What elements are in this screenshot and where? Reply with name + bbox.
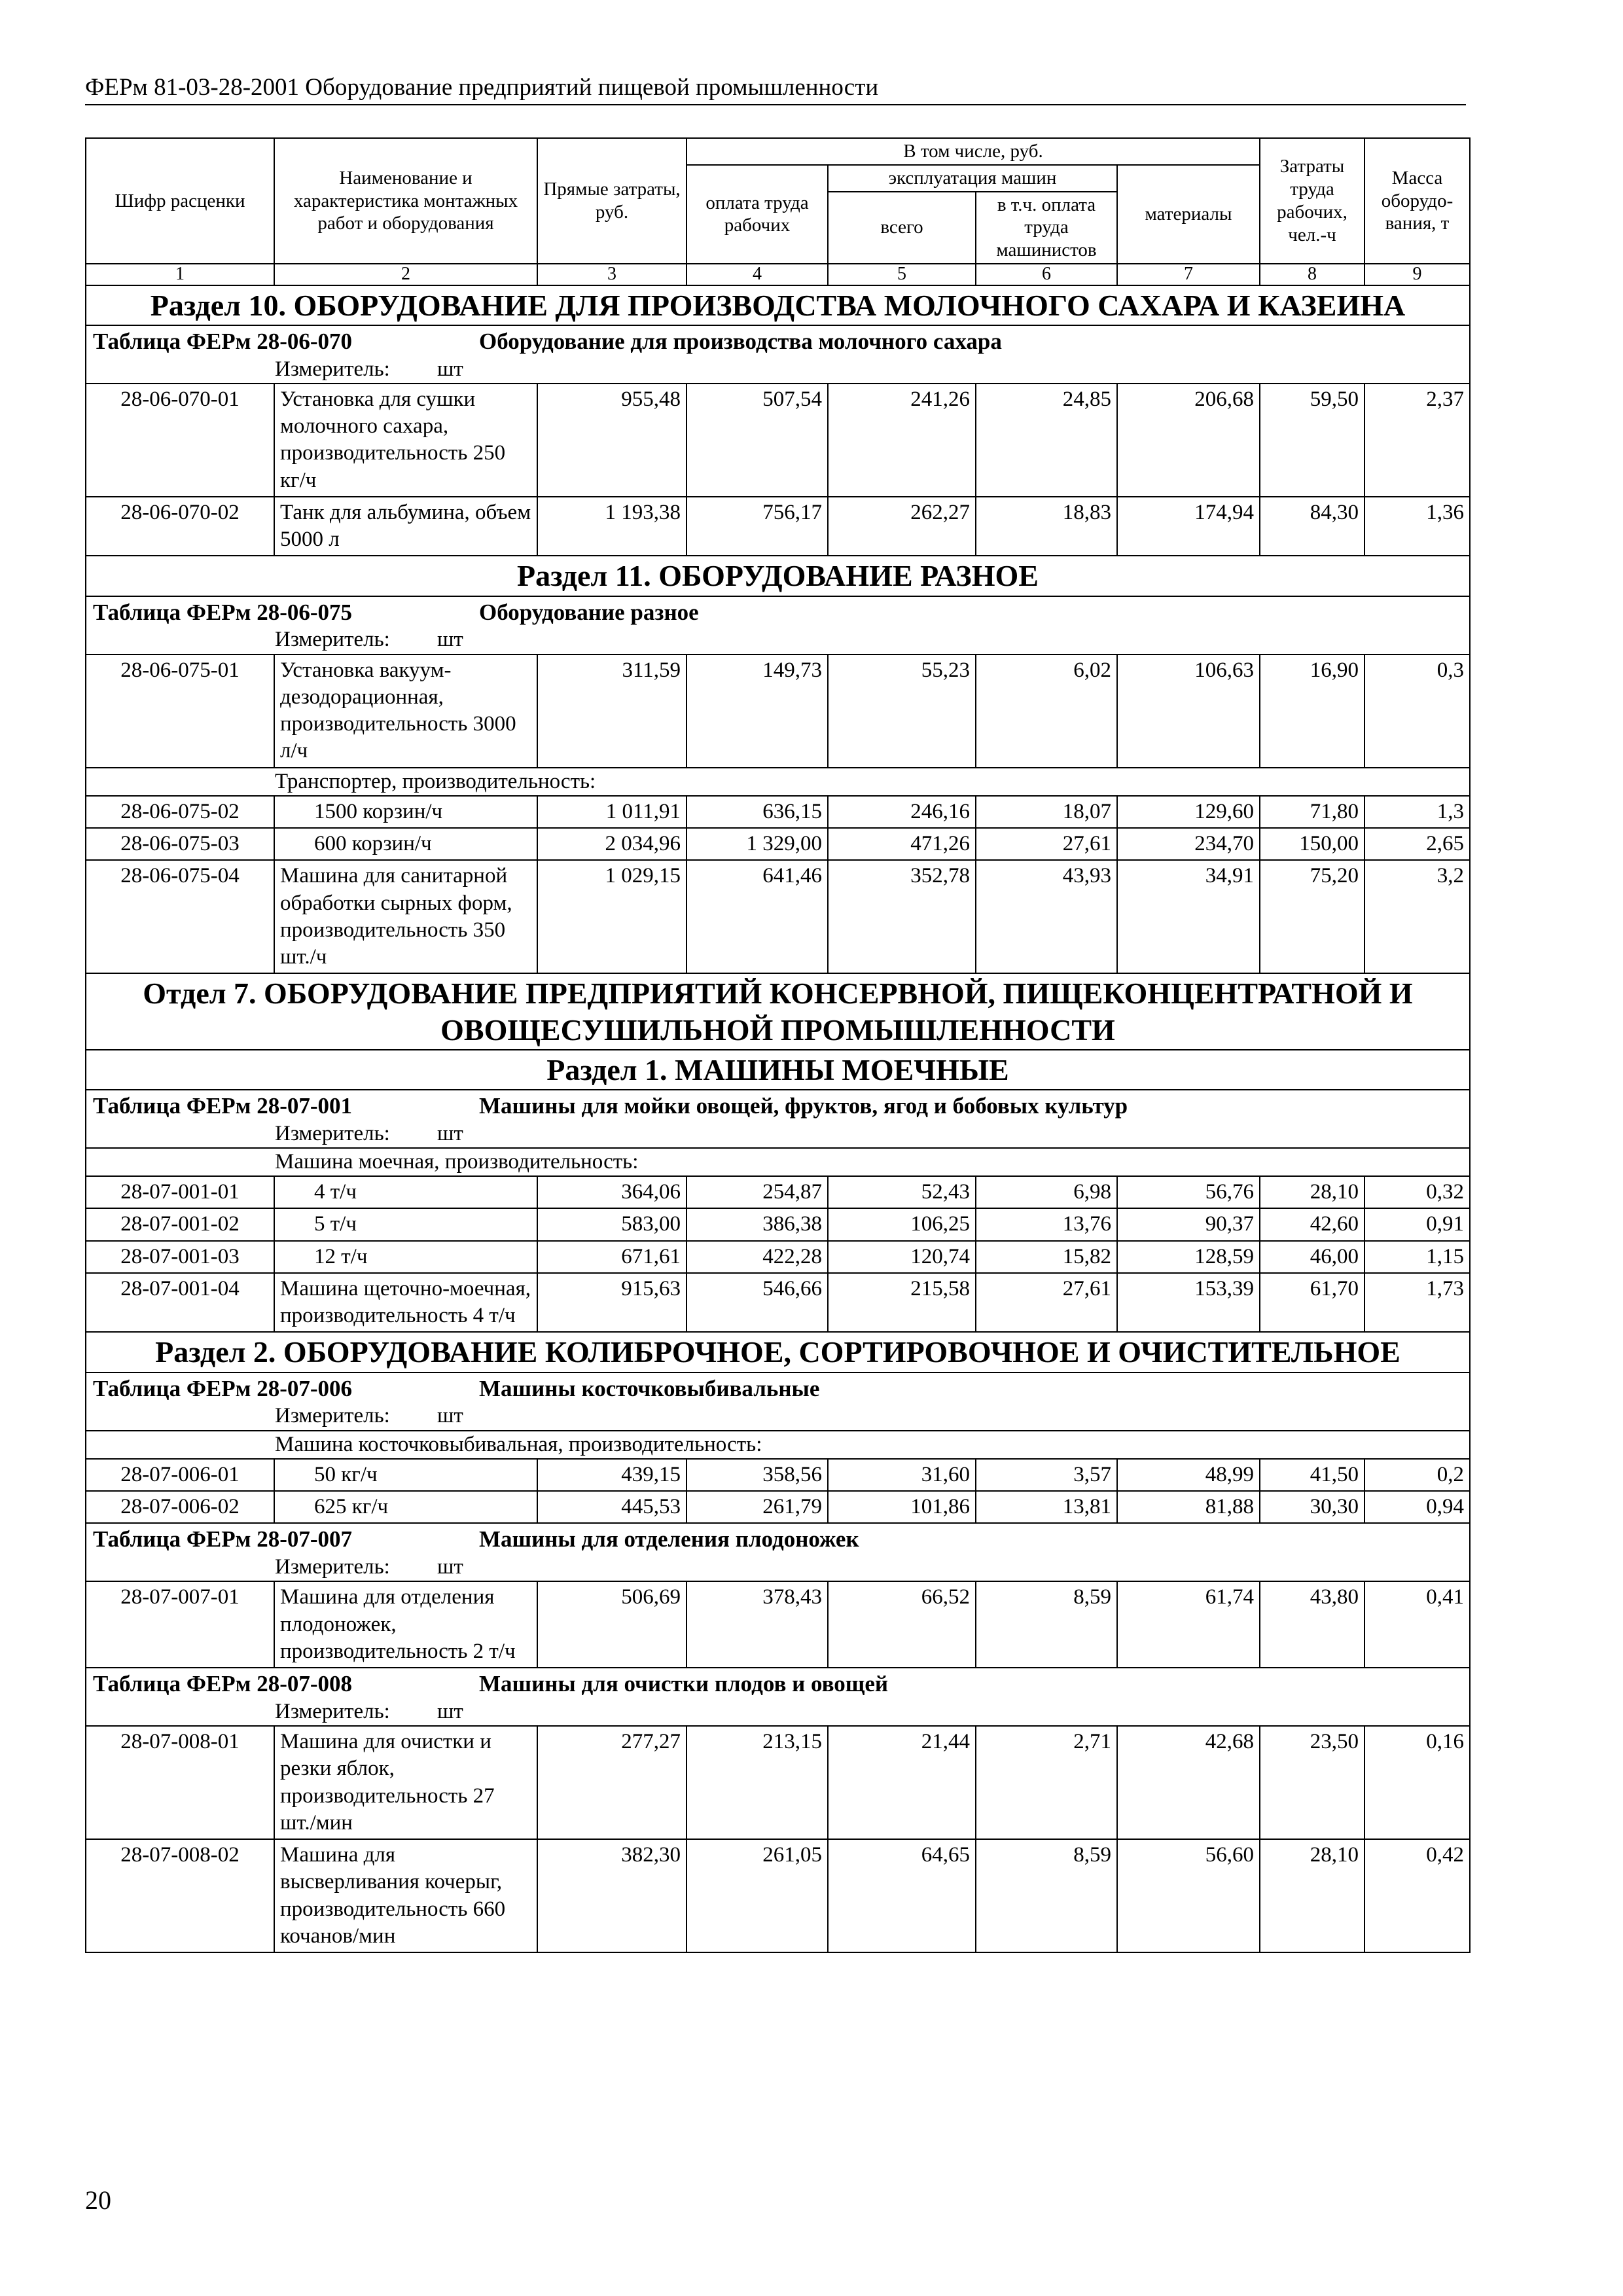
direct-costs-value: 277,27 [537, 1726, 687, 1839]
group-label: Машина косточковыбивальная, производительность: [86, 1431, 1470, 1459]
section-row [86, 285, 1470, 325]
table-title-row [86, 596, 1470, 627]
section-row [86, 556, 1470, 596]
rate-name: 600 корзин/ч [274, 828, 537, 860]
group-label: Транспортер, производительность: [86, 768, 1470, 796]
direct-costs-value: 439,15 [537, 1459, 687, 1491]
machines-total-value: 106,25 [828, 1208, 976, 1240]
table-row [86, 1726, 1470, 1839]
rate-code: 28-07-001-04 [86, 1273, 274, 1333]
table-title-cell [86, 1090, 1470, 1121]
machines-total-value: 352,78 [828, 860, 976, 973]
machines-total-value: 471,26 [828, 828, 976, 860]
operator-pay-value: 27,61 [976, 1273, 1117, 1333]
materials-value: 234,70 [1117, 828, 1260, 860]
labor-hours-value: 42,60 [1260, 1208, 1364, 1240]
table-code: Таблица ФЕРм 28-07-006 [93, 1375, 353, 1401]
table-title-row [86, 325, 1470, 356]
materials-value: 90,37 [1117, 1208, 1260, 1240]
table-body [86, 285, 1470, 1952]
operator-pay-value: 13,81 [976, 1491, 1117, 1523]
machines-total-value: 241,26 [828, 384, 976, 497]
materials-value: 174,94 [1117, 497, 1260, 556]
materials-value: 34,91 [1117, 860, 1260, 973]
unit-label: Измеритель: [275, 1699, 390, 1723]
col-header-direct-costs: Прямые затраты, руб. [537, 138, 687, 264]
table-row [86, 1581, 1470, 1668]
rate-name: Машина для отделения плодоножек, производительность 2 т/ч [274, 1581, 537, 1668]
table-code: Таблица ФЕРм 28-07-007 [93, 1526, 353, 1552]
direct-costs-value: 1 193,38 [537, 497, 687, 556]
unit-value: шт [437, 357, 463, 381]
table-title: Машины для отделения плодоножек [479, 1526, 859, 1552]
group-row [86, 1148, 1470, 1176]
worker-pay-value: 641,46 [687, 860, 828, 973]
materials-value: 206,68 [1117, 384, 1260, 497]
unit-value: шт [437, 1699, 463, 1723]
rate-code: 28-07-008-02 [86, 1839, 274, 1952]
col-num-6: 6 [976, 264, 1117, 285]
operator-pay-value: 43,93 [976, 860, 1117, 973]
materials-value: 128,59 [1117, 1241, 1260, 1273]
table-title-cell [86, 1668, 1470, 1698]
unit-value: шт [437, 1404, 463, 1428]
col-header-worker-pay: оплата труда рабочих [687, 165, 828, 264]
col-header-name: Наименование и характеристика монтажных работ и оборудования [274, 138, 537, 264]
table-code: Таблица ФЕРм 28-06-075 [93, 599, 353, 625]
table-title-cell [86, 1372, 1470, 1403]
section-title: Отдел 7. ОБОРУДОВАНИЕ ПРЕДПРИЯТИЙ КОНСЕРВНОЙ, ПИЩЕКОНЦЕНТРАТНОЙ И ОВОЩЕСУШИЛЬНОЙ ПРОМЫШЛЕННОСТИ [86, 973, 1470, 1049]
labor-hours-value: 28,10 [1260, 1839, 1364, 1952]
rate-name: Машина для высверливания кочерыг, производительность 660 кочанов/мин [274, 1839, 537, 1952]
mass-value: 1,36 [1364, 497, 1470, 556]
group-label: Машина моечная, производительность: [86, 1148, 1470, 1176]
labor-hours-value: 46,00 [1260, 1241, 1364, 1273]
rate-code: 28-06-075-04 [86, 860, 274, 973]
mass-value: 0,91 [1364, 1208, 1470, 1240]
direct-costs-value: 445,53 [537, 1491, 687, 1523]
rate-name: Машина щеточно-моечная, производительность 4 т/ч [274, 1273, 537, 1333]
worker-pay-value: 1 329,00 [687, 828, 828, 860]
rate-code: 28-07-007-01 [86, 1581, 274, 1668]
col-num-5: 5 [828, 264, 976, 285]
unit-cell [86, 1121, 1470, 1148]
col-num-9: 9 [1364, 264, 1470, 285]
machines-total-value: 52,43 [828, 1176, 976, 1208]
unit-label: Измеритель: [275, 357, 390, 381]
table-title: Машины для очистки плодов и овощей [479, 1671, 889, 1697]
col-num-3: 3 [537, 264, 687, 285]
unit-label: Измеритель: [275, 1555, 390, 1579]
operator-pay-value: 3,57 [976, 1459, 1117, 1491]
rate-name: Танк для альбумина, объем 5000 л [274, 497, 537, 556]
rate-name: Машина для санитарной обработки сырных форм, производительность 350 шт./ч [274, 860, 537, 973]
operator-pay-value: 18,07 [976, 796, 1117, 828]
unit-cell [86, 356, 1470, 384]
unit-value: шт [437, 1121, 463, 1145]
rate-name: 12 т/ч [274, 1241, 537, 1273]
table-code: Таблица ФЕРм 28-07-001 [93, 1092, 353, 1119]
materials-value: 106,63 [1117, 655, 1260, 768]
table-row [86, 384, 1470, 497]
mass-value: 1,73 [1364, 1273, 1470, 1333]
col-header-operator-pay: в т.ч. оплата труда машинистов [976, 192, 1117, 264]
mass-value: 0,32 [1364, 1176, 1470, 1208]
section-title: Раздел 2. ОБОРУДОВАНИЕ КОЛИБРОЧНОЕ, СОРТИРОВОЧНОЕ И ОЧИСТИТЕЛЬНОЕ [86, 1332, 1470, 1372]
machines-total-value: 215,58 [828, 1273, 976, 1333]
table-title: Машины для мойки овощей, фруктов, ягод и бобовых культур [479, 1092, 1128, 1119]
materials-value: 56,76 [1117, 1176, 1260, 1208]
mass-value: 0,16 [1364, 1726, 1470, 1839]
worker-pay-value: 213,15 [687, 1726, 828, 1839]
col-header-machines-total: всего [828, 192, 976, 264]
table-row [86, 796, 1470, 828]
unit-row [86, 1403, 1470, 1430]
worker-pay-value: 254,87 [687, 1176, 828, 1208]
table-row [86, 1208, 1470, 1240]
rate-code: 28-06-070-01 [86, 384, 274, 497]
operator-pay-value: 8,59 [976, 1839, 1117, 1952]
unit-row [86, 1121, 1470, 1148]
operator-pay-value: 24,85 [976, 384, 1117, 497]
table-row [86, 655, 1470, 768]
labor-hours-value: 41,50 [1260, 1459, 1364, 1491]
rates-table-wrapper [85, 137, 1471, 1953]
worker-pay-value: 756,17 [687, 497, 828, 556]
worker-pay-value: 149,73 [687, 655, 828, 768]
section-row [86, 973, 1470, 1049]
rate-code: 28-06-075-03 [86, 828, 274, 860]
rate-code: 28-07-006-02 [86, 1491, 274, 1523]
operator-pay-value: 2,71 [976, 1726, 1117, 1839]
table-code: Таблица ФЕРм 28-06-070 [93, 328, 353, 354]
col-num-8: 8 [1260, 264, 1364, 285]
group-row [86, 768, 1470, 796]
col-header-materials: материалы [1117, 165, 1260, 264]
rate-code: 28-06-075-02 [86, 796, 274, 828]
worker-pay-value: 358,56 [687, 1459, 828, 1491]
page-number: 20 [85, 2185, 111, 2215]
direct-costs-value: 506,69 [537, 1581, 687, 1668]
unit-row [86, 356, 1470, 384]
machines-total-value: 262,27 [828, 497, 976, 556]
table-row [86, 497, 1470, 556]
operator-pay-value: 6,02 [976, 655, 1117, 768]
rate-name: Установка для сушки молочного сахара, производительность 250 кг/ч [274, 384, 537, 497]
machines-total-value: 101,86 [828, 1491, 976, 1523]
table-row [86, 1839, 1470, 1952]
unit-value: шт [437, 628, 463, 652]
section-title: Раздел 10. ОБОРУДОВАНИЕ ДЛЯ ПРОИЗВОДСТВА МОЛОЧНОГО САХАРА И КАЗЕИНА [86, 285, 1470, 325]
materials-value: 81,88 [1117, 1491, 1260, 1523]
worker-pay-value: 636,15 [687, 796, 828, 828]
mass-value: 0,94 [1364, 1491, 1470, 1523]
mass-value: 2,65 [1364, 828, 1470, 860]
table-row [86, 1491, 1470, 1523]
table-title-row [86, 1523, 1470, 1554]
rates-table [85, 137, 1471, 1953]
rate-name: 4 т/ч [274, 1176, 537, 1208]
table-row [86, 1241, 1470, 1273]
rate-code: 28-07-001-01 [86, 1176, 274, 1208]
direct-costs-value: 1 029,15 [537, 860, 687, 973]
page-header: ФЕРм 81-03-28-2001 Оборудование предприятий пищевой промышленности [85, 73, 1466, 105]
table-row [86, 860, 1470, 973]
mass-value: 1,15 [1364, 1241, 1470, 1273]
mass-value: 2,37 [1364, 384, 1470, 497]
table-title-cell [86, 1523, 1470, 1554]
col-header-code: Шифр расценки [86, 138, 274, 264]
materials-value: 153,39 [1117, 1273, 1260, 1333]
direct-costs-value: 2 034,96 [537, 828, 687, 860]
unit-cell [86, 1698, 1470, 1726]
machines-total-value: 31,60 [828, 1459, 976, 1491]
unit-cell [86, 626, 1470, 654]
table-row [86, 1273, 1470, 1333]
table-row [86, 1176, 1470, 1208]
col-num-4: 4 [687, 264, 828, 285]
table-title-row [86, 1090, 1470, 1121]
rate-name: Установка вакуум-дезодорационная, производительность 3000 л/ч [274, 655, 537, 768]
section-row [86, 1332, 1470, 1372]
materials-value: 48,99 [1117, 1459, 1260, 1491]
mass-value: 0,42 [1364, 1839, 1470, 1952]
machines-total-value: 55,23 [828, 655, 976, 768]
machines-total-value: 120,74 [828, 1241, 976, 1273]
worker-pay-value: 546,66 [687, 1273, 828, 1333]
labor-hours-value: 71,80 [1260, 796, 1364, 828]
col-header-labor-hours: Затраты труда рабочих, чел.-ч [1260, 138, 1364, 264]
worker-pay-value: 422,28 [687, 1241, 828, 1273]
labor-hours-value: 59,50 [1260, 384, 1364, 497]
unit-cell [86, 1554, 1470, 1581]
labor-hours-value: 28,10 [1260, 1176, 1364, 1208]
table-title: Оборудование разное [479, 599, 699, 625]
unit-label: Измеритель: [275, 628, 390, 652]
section-title: Раздел 1. МАШИНЫ МОЕЧНЫЕ [86, 1050, 1470, 1090]
worker-pay-value: 261,79 [687, 1491, 828, 1523]
direct-costs-value: 382,30 [537, 1839, 687, 1952]
direct-costs-value: 364,06 [537, 1176, 687, 1208]
labor-hours-value: 23,50 [1260, 1726, 1364, 1839]
rate-name: 50 кг/ч [274, 1459, 537, 1491]
operator-pay-value: 15,82 [976, 1241, 1117, 1273]
direct-costs-value: 1 011,91 [537, 796, 687, 828]
labor-hours-value: 30,30 [1260, 1491, 1364, 1523]
direct-costs-value: 915,63 [537, 1273, 687, 1333]
group-row [86, 1431, 1470, 1459]
table-title: Оборудование для производства молочного сахара [479, 328, 1002, 354]
labor-hours-value: 150,00 [1260, 828, 1364, 860]
materials-value: 61,74 [1117, 1581, 1260, 1668]
mass-value: 0,2 [1364, 1459, 1470, 1491]
machines-total-value: 21,44 [828, 1726, 976, 1839]
table-title-cell [86, 325, 1470, 356]
rate-code: 28-07-008-01 [86, 1726, 274, 1839]
materials-value: 129,60 [1117, 796, 1260, 828]
direct-costs-value: 311,59 [537, 655, 687, 768]
rate-name: 625 кг/ч [274, 1491, 537, 1523]
unit-row [86, 1554, 1470, 1581]
table-row [86, 1459, 1470, 1491]
col-header-in-total: В том числе, руб. [687, 138, 1260, 165]
mass-value: 0,3 [1364, 655, 1470, 768]
rate-name: Машина для очистки и резки яблок, производительность 27 шт./мин [274, 1726, 537, 1839]
direct-costs-value: 583,00 [537, 1208, 687, 1240]
materials-value: 42,68 [1117, 1726, 1260, 1839]
unit-label: Измеритель: [275, 1404, 390, 1428]
unit-cell [86, 1403, 1470, 1430]
rate-code: 28-06-075-01 [86, 655, 274, 768]
rate-code: 28-07-006-01 [86, 1459, 274, 1491]
table-title-row [86, 1668, 1470, 1698]
operator-pay-value: 18,83 [976, 497, 1117, 556]
mass-value: 1,3 [1364, 796, 1470, 828]
operator-pay-value: 13,76 [976, 1208, 1117, 1240]
machines-total-value: 246,16 [828, 796, 976, 828]
col-num-1: 1 [86, 264, 274, 285]
labor-hours-value: 75,20 [1260, 860, 1364, 973]
table-title: Машины косточковыбивальные [479, 1375, 820, 1401]
operator-pay-value: 8,59 [976, 1581, 1117, 1668]
worker-pay-value: 261,05 [687, 1839, 828, 1952]
mass-value: 3,2 [1364, 860, 1470, 973]
mass-value: 0,41 [1364, 1581, 1470, 1668]
col-num-2: 2 [274, 264, 537, 285]
table-row [86, 828, 1470, 860]
section-title: Раздел 11. ОБОРУДОВАНИЕ РАЗНОЕ [86, 556, 1470, 596]
materials-value: 56,60 [1117, 1839, 1260, 1952]
operator-pay-value: 6,98 [976, 1176, 1117, 1208]
operator-pay-value: 27,61 [976, 828, 1117, 860]
col-header-machines: эксплуатация машин [828, 165, 1117, 192]
rate-code: 28-07-001-03 [86, 1241, 274, 1273]
unit-row [86, 1698, 1470, 1726]
labor-hours-value: 43,80 [1260, 1581, 1364, 1668]
worker-pay-value: 378,43 [687, 1581, 828, 1668]
worker-pay-value: 507,54 [687, 384, 828, 497]
col-header-mass: Масса оборудо-вания, т [1364, 138, 1470, 264]
rate-code: 28-06-070-02 [86, 497, 274, 556]
table-code: Таблица ФЕРм 28-07-008 [93, 1671, 353, 1697]
labor-hours-value: 61,70 [1260, 1273, 1364, 1333]
unit-value: шт [437, 1555, 463, 1579]
unit-label: Измеритель: [275, 1121, 390, 1145]
labor-hours-value: 16,90 [1260, 655, 1364, 768]
rate-name: 1500 корзин/ч [274, 796, 537, 828]
direct-costs-value: 671,61 [537, 1241, 687, 1273]
col-num-7: 7 [1117, 264, 1260, 285]
worker-pay-value: 386,38 [687, 1208, 828, 1240]
machines-total-value: 66,52 [828, 1581, 976, 1668]
rate-name: 5 т/ч [274, 1208, 537, 1240]
rate-code: 28-07-001-02 [86, 1208, 274, 1240]
direct-costs-value: 955,48 [537, 384, 687, 497]
table-title-row [86, 1372, 1470, 1403]
table-header [86, 138, 1470, 285]
unit-row [86, 626, 1470, 654]
table-title-cell [86, 596, 1470, 627]
machines-total-value: 64,65 [828, 1839, 976, 1952]
labor-hours-value: 84,30 [1260, 497, 1364, 556]
section-row [86, 1050, 1470, 1090]
